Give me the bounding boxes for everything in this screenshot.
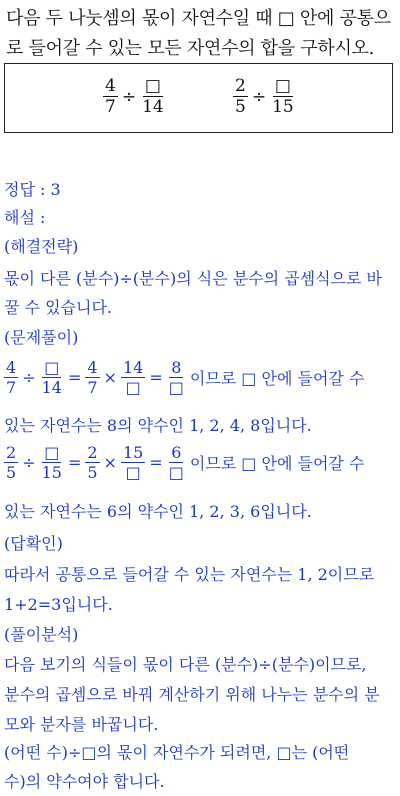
fraction: $\frac{2}{5}$ — [235, 76, 246, 117]
analysis-line-3: 모와 분자를 바꿉니다. — [4, 715, 159, 734]
fraction: $\frac{6}{□}$ — [168, 443, 184, 482]
analysis-line-2: 분수의 곱셈으로 바꿔 계산하기 위해 나누는 분수의 분 — [4, 685, 380, 704]
division-expression-1 — [103, 76, 166, 117]
divide-sign: ÷ — [251, 86, 267, 107]
question-line-2: 로 들어갈 수 있는 모든 자연수의 합을 구하시오. — [6, 38, 375, 59]
strategy-line-2: 꿀 수 있습니다. — [4, 298, 112, 317]
fraction: $\frac{2}{5}$ — [6, 443, 17, 482]
fraction: $\frac{4}{7}$ — [6, 358, 17, 397]
division-expression-2 — [233, 76, 296, 117]
divide-sign: ÷ — [121, 86, 137, 107]
check-line-2: 1+2=3입니다. — [4, 595, 113, 614]
equation-1-tail: 이므로 □ 안에 들어갈 수 — [189, 369, 365, 388]
strategy-heading: (해결전략) — [4, 237, 79, 256]
equation-2-result: 있는 자연수는 6의 약수인 1, 2, 3, 6입니다. — [4, 502, 312, 521]
fraction: $\frac{□}{14}$ — [142, 76, 164, 117]
fraction: $\frac{2}{5}$ — [87, 443, 98, 482]
check-line-1: 따라서 공통으로 들어갈 수 있는 자연수는 1, 2이므로 — [4, 565, 375, 584]
strategy-line-1: 몫이 다른 (분수)÷(분수)의 식은 분수의 곱셈식으로 바 — [4, 269, 383, 288]
equation-1-result: 있는 자연수는 8의 약수인 1, 2, 4, 8입니다. — [4, 416, 312, 435]
work-heading: (문제풀이) — [4, 328, 79, 347]
analysis-line-4: (어떤 수)÷□의 몫이 자연수가 되려면, □는 (어떤 — [4, 743, 350, 762]
equation-2-tail: 이므로 □ 안에 들어갈 수 — [189, 454, 365, 473]
fraction: $\frac{□}{15}$ — [41, 443, 62, 482]
explanation-label: 해설 : — [4, 208, 46, 227]
fraction: $\frac{15}{□}$ — [122, 443, 144, 482]
analysis-line-1: 다음 보기의 식들이 몫이 다른 (분수)÷(분수)이므로, — [4, 655, 367, 674]
fraction: $\frac{8}{□}$ — [168, 358, 184, 397]
analysis-heading: (풀이분석) — [4, 625, 79, 644]
fraction: $\frac{4}{7}$ — [105, 76, 116, 117]
expression-box — [4, 63, 393, 133]
fraction: $\frac{14}{□}$ — [122, 358, 144, 397]
fraction: $\frac{4}{7}$ — [87, 358, 98, 397]
fraction: $\frac{□}{15}$ — [272, 76, 294, 117]
analysis-line-5: 수)의 약수여야 합니다. — [4, 772, 165, 791]
check-heading: (답확인) — [4, 534, 63, 553]
fraction: $\frac{□}{14}$ — [41, 358, 62, 397]
equation-1: $\frac{4}{7}$ ÷ $\frac{□}{14}$ = $\frac{4}{7}$ × $\frac{14}{□}$ = $\frac{8}{□}$ 이므로 □ 안에 들어갈 수 — [6, 358, 365, 397]
question-line-1: 다음 두 나눗셈의 몫이 자연수일 때 □ 안에 공통으 — [6, 8, 391, 29]
answer-line: 정답 : 3 — [4, 180, 61, 199]
equation-2: $\frac{2}{5}$ ÷ $\frac{□}{15}$ = $\frac{2}{5}$ × $\frac{15}{□}$ = $\frac{6}{□}$ 이므로 □ 안에 들어갈 수 — [6, 443, 365, 482]
